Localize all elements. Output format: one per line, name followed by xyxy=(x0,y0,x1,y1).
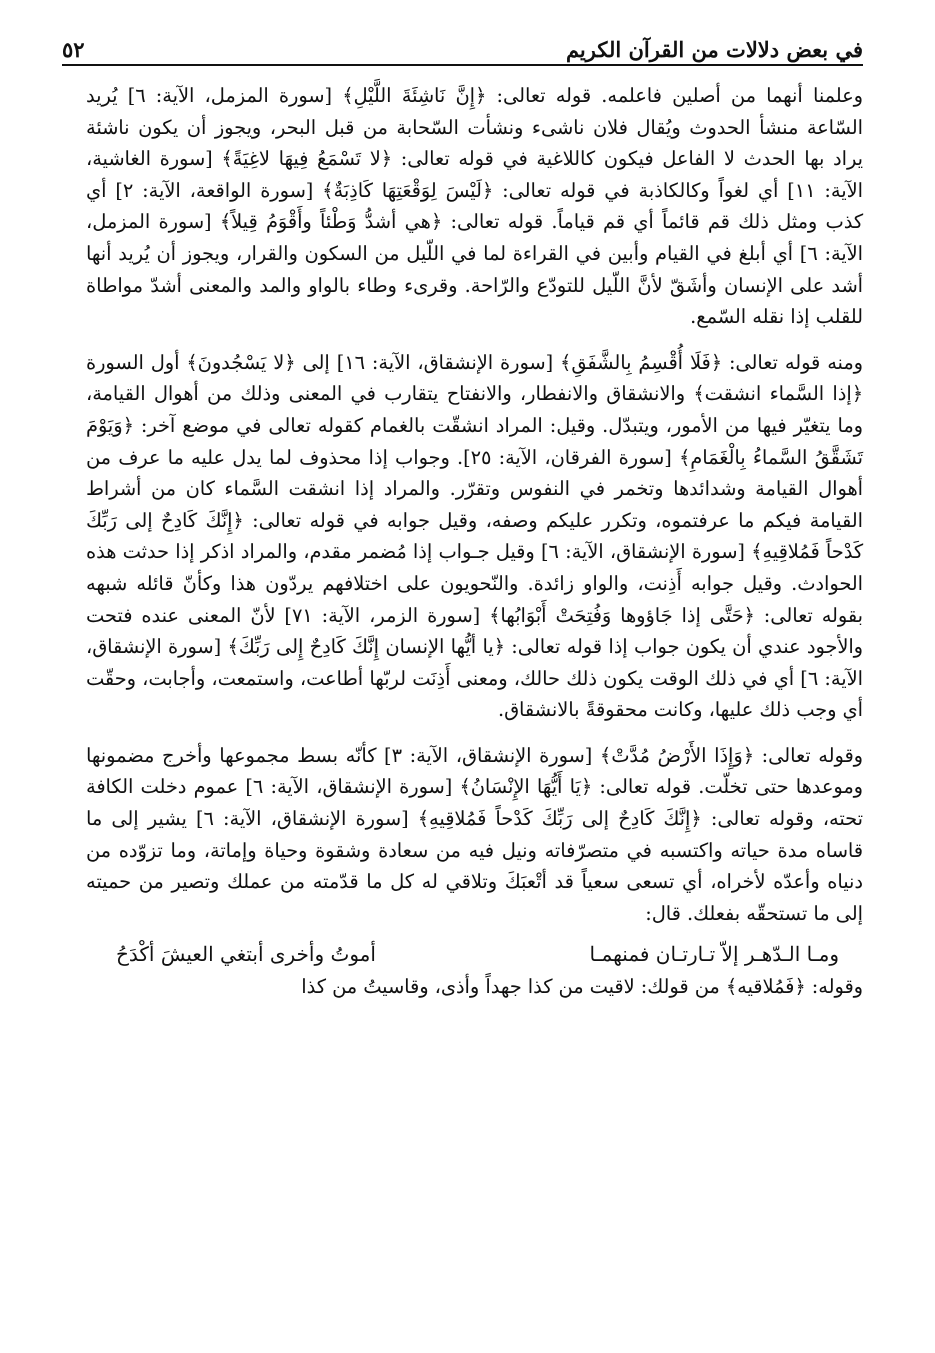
page-number: ٥٢ xyxy=(62,37,85,62)
paragraph-3: وقوله تعالى: ﴿وَإِذَا الأَرْضُ مُدَّتْ﴾ [سورة الإنشقاق، الآية: ٣] كأنّه بسط مجموعها وأخرج مضمونها وموعدها حتى تخلّت. قوله تعالى: ﴿يَا أَيُّهَا الإِنْسَانُ﴾ [سورة الإنشقاق، الآية: ٦] عموم دخلت الكافة تحته، وقوله تعالى: ﴿إِنَّكَ كَادِحٌ إلى رَبِّكَ كَدْحاً فَمُلاقِيهِ﴾ [سورة الإنشقاق، الآية: ٦] يشير إلى ما قاساه مدة حياته واكتسبه في متصرّفاته ونيل فيه من سعادة وشقوة وحياة وإماتة، وما تزوّده من دنياه وأعدّه لأخراه، أي تسعى سعياً قد أتْعبَكَ وتلاقي له كل ما قدّمته من عملك وتصير من حميته إلى ما تستحقّه بفعلك. قال: xyxy=(86,743,863,925)
verse-first-hemistich: ومـا الـدّهـر إلاّ تـارتـان فمنهمـا xyxy=(589,942,839,967)
paragraph-1: وعلمنا أنهما من أصلين فاعلمه. قوله تعالى: ﴿إِنَّ نَاشِئَةَ اللَّيْلِ﴾ [سورة المزمل، الآية: ٦] يُريد السّاعة منشأ الحدوث ويُقال فلان ناشىء ونشأت السّحابة من قبل البحر، ويجوز أن يكون ناشئة يراد بها الحدث لا الفاعل فيكون كاللاغية في قوله تعالى: ﴿لا تَسْمَعُ فِيهَا لاغِيَةً﴾ [سورة الغاشية، الآية: ١١] أي لغواً وكالكاذبة في قوله تعالى: ﴿لَيْسَ لِوَقْعَتِهَا كَاذِبَةٌ﴾ [سورة الواقعة، الآية: ٢] أي كذب ومثل ذلك قم قائماً أي قم قياماً. قوله تعالى: ﴿هي أشدُّ وَطْئاً وأَقْوَمُ قِيلاً﴾ [سورة المزمل، الآية: ٦] أي أبلغ في القيام وأبين في القراءة لما في اللّيل من السكون والقرار، ويجوز أن يُريد أنها أشد على الإنسان وأشَقّ لأنَّ اللّيل للتودّع والرّاحة. وقرىء وطاء بالواو والمد والمعنى أشدّ مواطاة للقلب إذا نقله السّمع. xyxy=(86,84,864,329)
poetry-verse xyxy=(86,937,863,971)
page-header xyxy=(62,30,863,66)
closing-line: وقوله: ﴿فَمُلاقيه﴾ من قولك: لاقيت من كذا جهداً وأذى، وقاسيتُ من كذا xyxy=(301,975,863,999)
verse-second-hemistich: أموتُ وأخرى أبتغي العيشَ أكْدَحُ xyxy=(116,942,376,967)
page-body xyxy=(86,80,863,1003)
paragraph-2: ومنه قوله تعالى: ﴿فَلَا أُقْسِمُ بِالشَّفَقِ﴾ [سورة الإنشقاق، الآية: ١٦] إلى ﴿لا يَسْجُدونَ﴾ أول السورة ﴿إذا السَّماء انشقت﴾ والانشقاق والانفطار، والانفتاح يتقارب في المعنى وذلك من أهوال القيامة، وما يتغيّر فيها من الأمور، ويتبدّل. وقيل: المراد انشقّت بالغمام كقوله تعالى في موضع آخر: ﴿وَيَوْمَ تَشَقَّقُ السَّماءُ بِالْغَمَامِ﴾ [سورة الفرقان، الآية: ٢٥]. وجواب إذا محذوف لما يدل عليه ما عرف من أهوال القيامة وشدائدها وتخمر في النفوس وتقرّر. والمراد إذا انشقت السَّماء كان من أشراط القيامة فيكم ما عرفتموه، وتكرر عليكم وصفه، وقيل جوابه في قوله تعالى: ﴿إِنَّكَ كَادِحٌ إلى رَبِّكَ كَدْحاً فَمُلاقِيهِ﴾ [سورة الإنشقاق، الآية: ٦] وقيل جـواب إذا مُضمر مقدم، والمراد اذكر إذا حدثت هذه الحوادث. وقيل جوابه أَذِنت، والواو زائدة. والنّحويون على اختلافهم يردّون هذا وكأنّ قائله شبهه بقوله تعالى: ﴿حَتَّى إذا جَاؤوها وَفُتِحَتْ أَبْوَابُها﴾ [سورة الزمر، الآية: ٧١] لأنّ المعنى عنده فتحت والأجود عندي أن يكون جواب إذا قوله تعالى: ﴿يا أيُّها الإنسان إِنَّكَ كَادِحٌ إِلى رَبِّكَ﴾ [سورة الإنشقاق، الآية: ٦] أي في ذلك الوقت يكون ذلك حالك، ومعنى أَذِنَت لربّها أطاعت، واستمعت، وأجابت، وحقّت أي وجب ذلك عليها، وكانت محقوقةً بالانشقاق. xyxy=(86,350,864,722)
running-title: في بعض دلالات من القرآن الكريم xyxy=(565,37,863,62)
